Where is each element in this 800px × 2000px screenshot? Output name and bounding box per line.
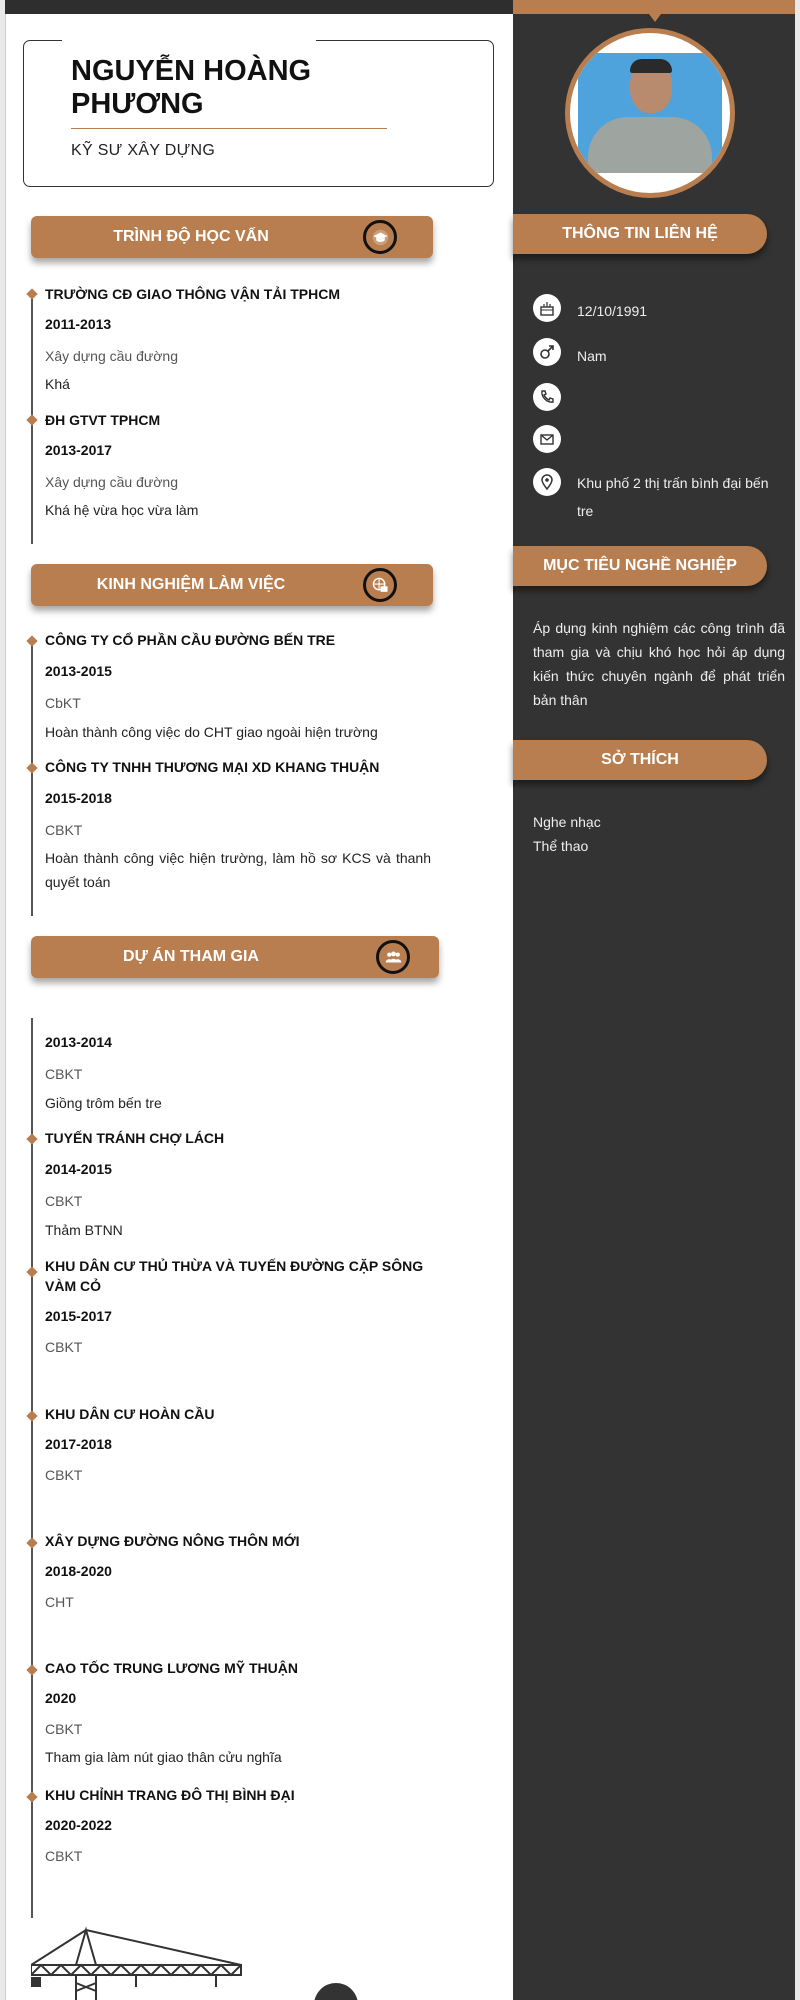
education-school: ĐH GTVT TPHCM [45,412,161,428]
briefcase-icon [363,568,397,602]
project-period: 2020-2022 [45,1817,112,1833]
contact-gender: Nam [577,348,607,364]
project-role: CBKT [45,1193,83,1209]
contact-address: Khu phố 2 thị trấn bình đại bến tre [577,475,769,519]
timeline-dot [26,1791,37,1802]
project-period: 2014-2015 [45,1161,112,1177]
project-role: CBKT [45,1721,83,1737]
education-period: 2013-2017 [45,442,112,458]
timeline-dot [26,1266,37,1277]
project-period: 2013-2014 [45,1034,112,1050]
project-period: 2018-2020 [45,1563,112,1579]
graduation-cap-icon [363,220,397,254]
experience-company: CÔNG TY CỔ PHẦN CẦU ĐƯỜNG BẾN TRE [45,632,336,648]
project-name: KHU DÂN CƯ THỦ THỪA VÀ TUYẾN ĐƯỜNG CẶP SÔNG VÀM CỎ [45,1258,424,1294]
job-title: KỸ SƯ XÂY DỰNG [71,142,216,159]
page-edge [5,0,6,2000]
experience-role: CBKT [45,822,83,838]
education-major: Xây dựng cầu đường [45,348,179,364]
projects-title: DỰ ÁN THAM GIA [123,948,259,965]
project-role: CBKT [45,1339,83,1355]
project-desc: Tham gia làm nút giao thân cửu nghĩa [45,1749,282,1765]
experience-desc: Hoàn thành công việc do CHT giao ngoài hiện trường [45,724,378,740]
project-role: CBKT [45,1066,83,1082]
candidate-name: NGUYỄN HOÀNG PHƯƠNG [71,55,312,120]
location-icon [533,468,561,496]
objective-title: MỤC TIÊU NGHỀ NGHIỆP [543,557,737,574]
project-name: XÂY DỰNG ĐƯỜNG NÔNG THÔN MỚI [45,1533,300,1549]
education-major: Xây dựng cầu đường [45,474,179,490]
experience-desc: Hoàn thành công việc hiện trường, làm hồ sơ KCS và thanh quyết toán [45,850,431,890]
timeline-dot [26,1664,37,1675]
experience-timeline [31,640,33,916]
education-title: TRÌNH ĐỘ HỌC VẤN [113,228,269,245]
projects-header [31,936,439,978]
experience-period: 2015-2018 [45,790,112,806]
timeline-dot [26,635,37,646]
profile-photo [565,28,735,198]
sidebar-top-accent [513,0,795,14]
contact-title: THÔNG TIN LIÊN HỆ [562,225,718,242]
timeline-dot [26,414,37,425]
project-period: 2020 [45,1690,77,1706]
projects-timeline [31,1018,33,1918]
project-name: CAO TỐC TRUNG LƯƠNG MỸ THUẬN [45,1660,298,1676]
phone-icon [533,383,561,411]
sidebar-top-arrow [649,14,661,22]
project-period: 2017-2018 [45,1436,112,1452]
education-header [31,216,433,258]
project-name: TUYẾN TRÁNH CHỢ LÁCH [45,1130,225,1146]
project-role: CHT [45,1594,74,1610]
project-period: 2015-2017 [45,1308,112,1324]
project-role: CBKT [45,1848,83,1864]
hobbies-header [513,740,767,780]
timeline-dot [26,1133,37,1144]
objective-header [513,546,767,586]
name-underline [71,128,387,129]
project-desc: Thảm BTNN [45,1222,123,1238]
experience-period: 2013-2015 [45,663,112,679]
contact-header [513,214,767,254]
contact-birthday: 12/10/1991 [577,303,648,319]
hobbies-title: SỞ THÍCH [601,751,679,768]
top-bar [5,0,513,14]
experience-company: CÔNG TY TNHH THƯƠNG MẠI XD KHANG THUẬN [45,759,380,775]
project-name: KHU DÂN CƯ HOÀN CẦU [45,1406,215,1422]
resume-page [5,0,795,2000]
gender-icon [533,338,561,366]
experience-role: CbKT [45,695,81,711]
timeline-dot [26,1410,37,1421]
timeline-dot [26,288,37,299]
education-result: Khá hệ vừa học vừa làm [45,502,199,518]
crane-illustration [31,1925,361,2000]
timeline-dot [26,762,37,773]
project-name: KHU CHỈNH TRANG ĐÔ THỊ BÌNH ĐẠI [45,1787,295,1803]
education-result: Khá [45,376,70,392]
project-role: CBKT [45,1467,83,1483]
timeline-dot [26,1537,37,1548]
education-period: 2011-2013 [45,316,112,332]
objective-text: Áp dụng kinh nghiệm các công trình đã tham gia và chịu khó học hỏi áp dụng kiến thức chuyên ngành để phát triển bản thân [533,620,785,708]
team-icon [376,940,410,974]
birthday-icon [533,294,561,322]
education-school: TRƯỜNG CĐ GIAO THÔNG VẬN TẢI TPHCM [45,286,340,302]
experience-title: KINH NGHIỆM LÀM VIỆC [96,576,286,593]
email-icon [533,425,561,453]
experience-header [31,564,433,606]
hobby-item: Thể thao [533,838,589,854]
project-desc: Giồng trôm bến tre [45,1095,162,1111]
hobby-item: Nghe nhạc [533,814,601,830]
